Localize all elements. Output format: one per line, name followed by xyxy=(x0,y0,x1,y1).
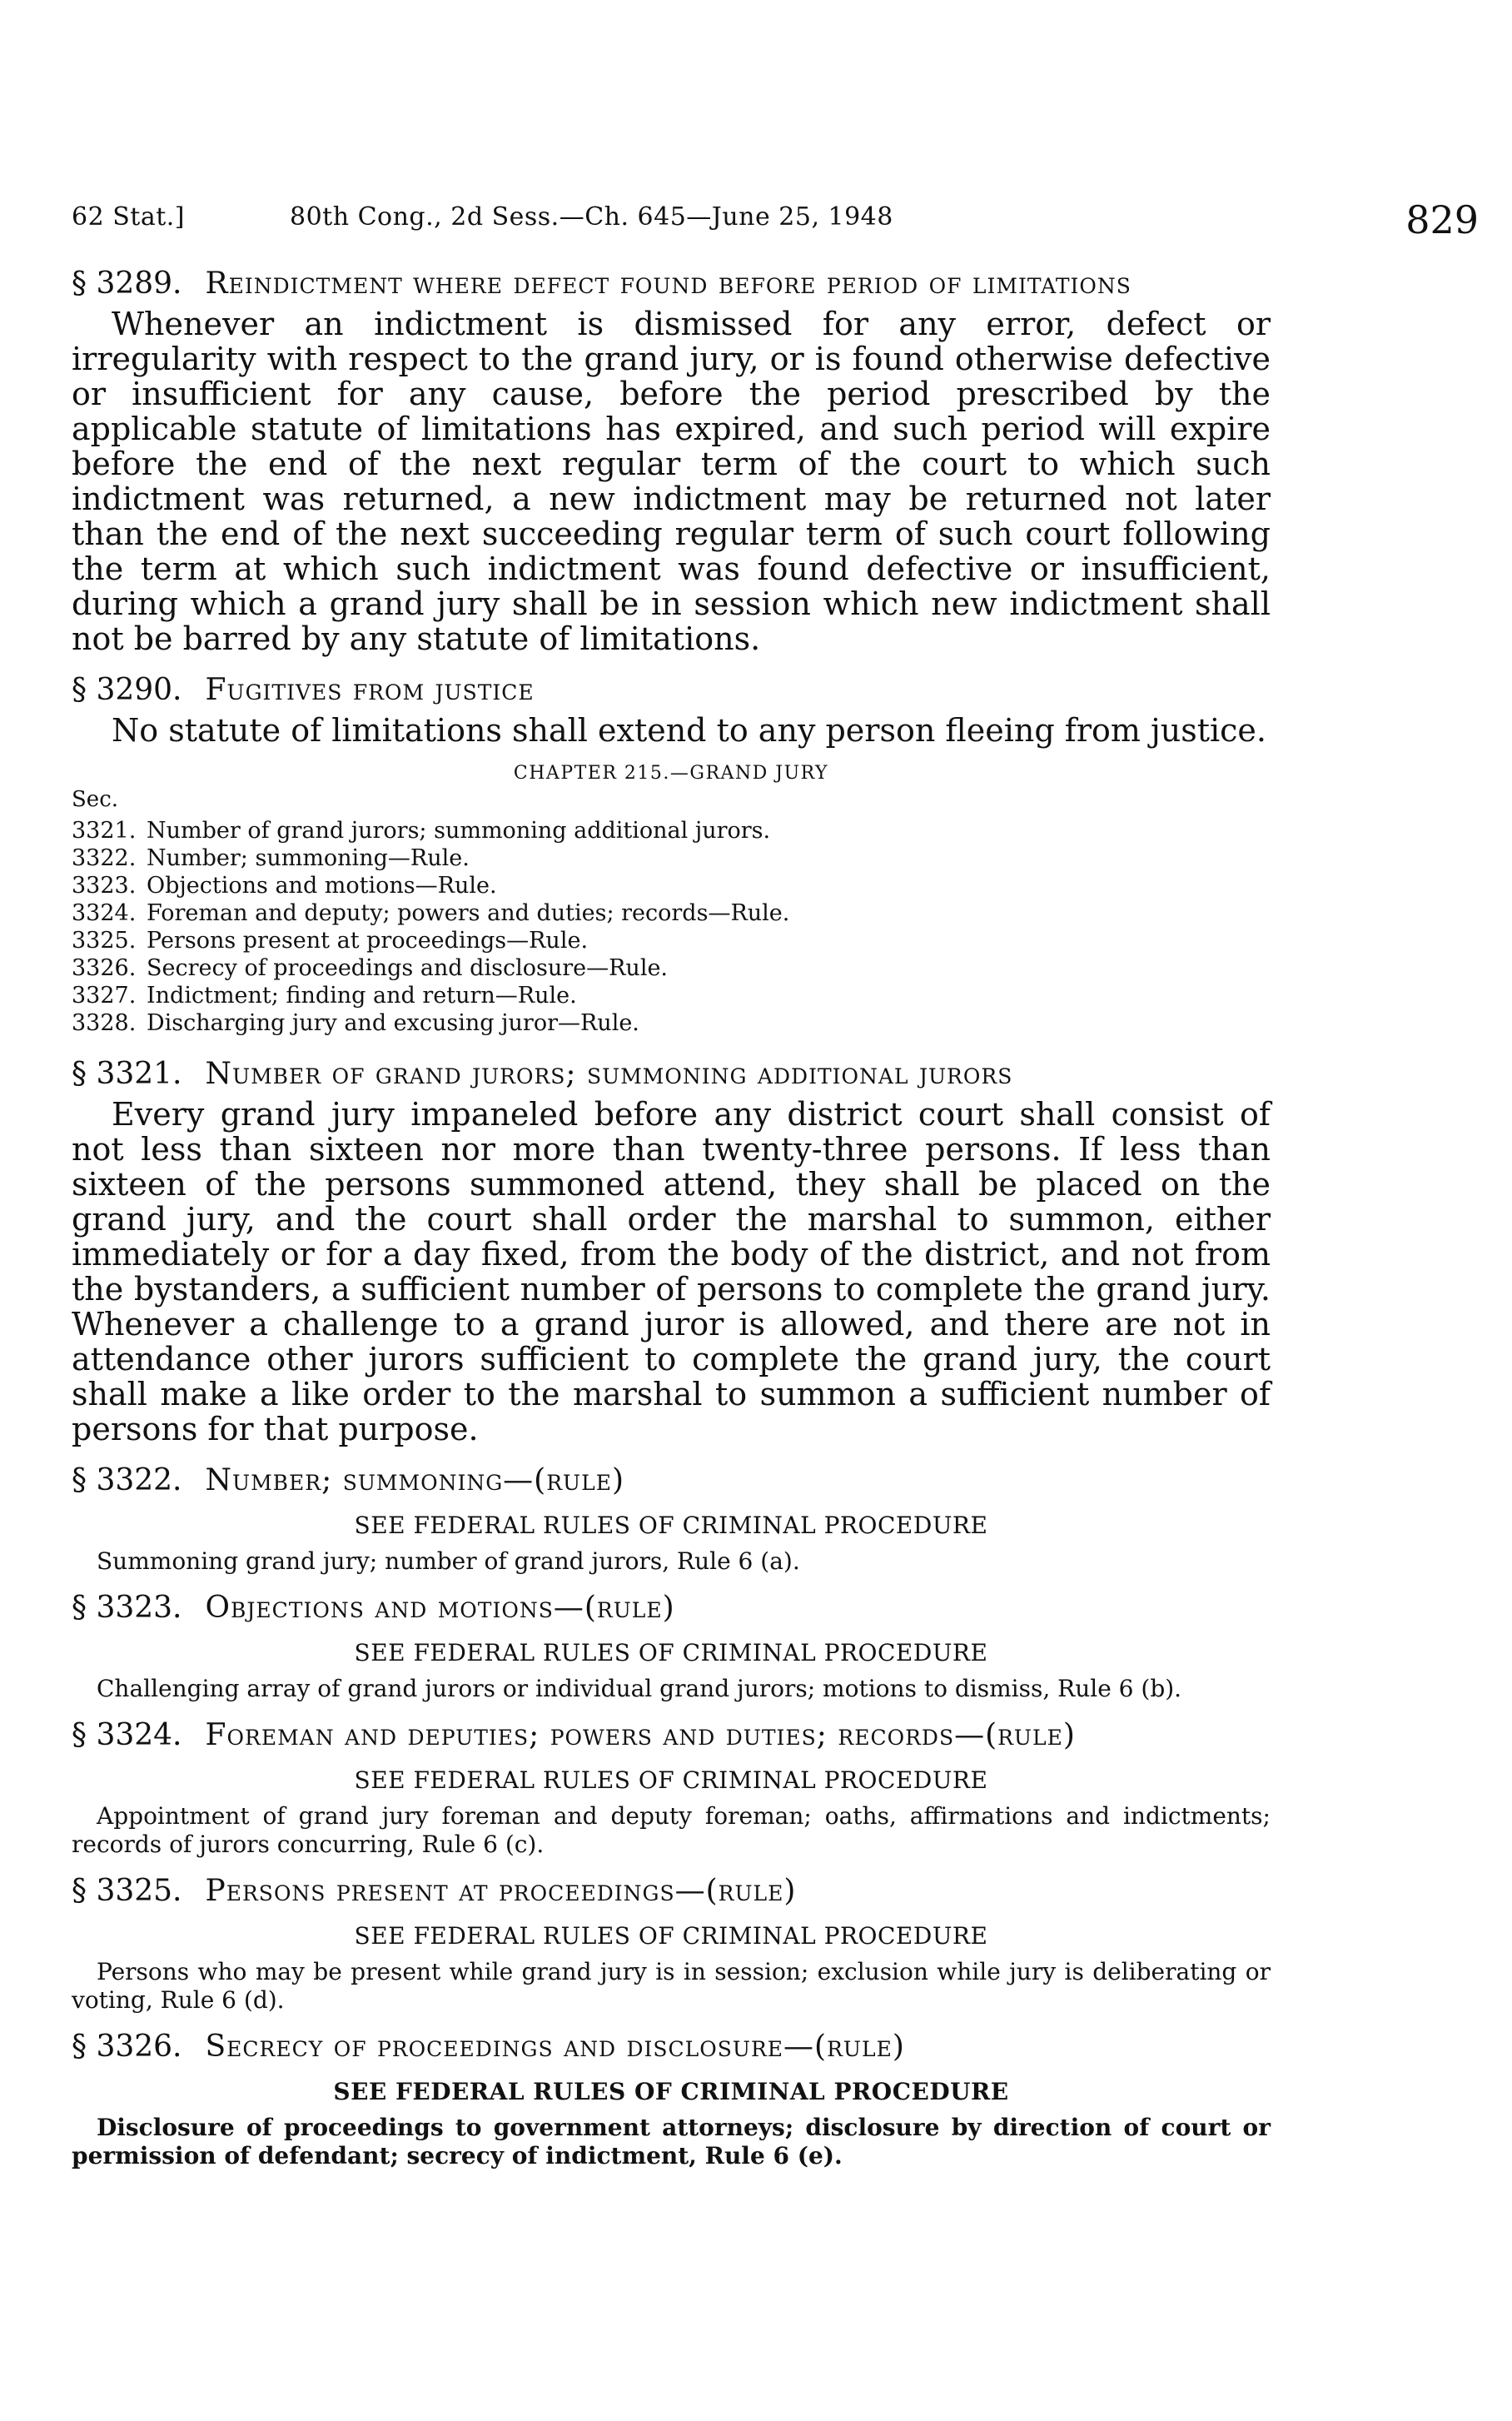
section-title: Objections and motions—(rule) xyxy=(205,1591,675,1625)
toc-item-number: 3321. xyxy=(72,818,137,844)
rule-reference-text: Summoning grand jury; number of grand jurors, Rule 6 (a). xyxy=(97,1547,800,1575)
section-heading-3324 xyxy=(72,1716,1271,1755)
toc-item xyxy=(72,954,1271,982)
rule-reference-text: Persons who may be present while grand jury is in session; exclusion while jury is deliberating or voting, Rule 6 (d). xyxy=(72,1958,1271,2014)
section-title: Reindictment where defect found before period of limitations xyxy=(205,267,1132,301)
toc-item xyxy=(72,899,1271,927)
rule-reference-text: Disclosure of proceedings to government attorneys; disclosure by direction of court or permission of defendant; secrecy of indictment, Rule 6 (e). xyxy=(72,2114,1271,2169)
section-text-3289: Whenever an indictment is dismissed for any error, defect or irregularity with respect to the grand jury, or is found otherwise defective or insufficient for any cause, before the period prescribed by the applicable statute of limitations has expired, and such period will expire before the end of the next regular term of the court to which such indictment was returned, a new indictment may be returned not later than the end of the next succeeding regular term of such court following the term at which such indictment was found defective or insufficient, during which a grand jury shall be in session which new indictment shall not be barred by any statute of limitations. xyxy=(72,306,1271,657)
toc-item-text: Indictment; finding and return—Rule. xyxy=(147,983,577,1009)
chapter-title: CHAPTER 215.—GRAND JURY xyxy=(513,763,829,784)
section-title: Secrecy of proceedings and disclosure—(rule) xyxy=(205,2030,905,2064)
session-line: 80th Cong., 2d Sess.—Ch. 645—June 25, 1948 xyxy=(290,202,893,232)
section-heading-3326 xyxy=(72,2028,1271,2066)
toc-item-number: 3322. xyxy=(72,845,137,871)
toc-item xyxy=(72,1009,1271,1037)
section-heading-3322 xyxy=(72,1462,1271,1500)
toc-item-number: 3327. xyxy=(72,983,137,1009)
page-number: 829 xyxy=(1405,197,1479,242)
toc-item-text: Foreman and deputy; powers and duties; records—Rule. xyxy=(147,900,790,926)
toc-item-text: Objections and motions—Rule. xyxy=(147,873,497,899)
section-number: § 3289. xyxy=(72,267,182,301)
section-number: § 3324. xyxy=(72,1718,182,1752)
section-number: § 3290. xyxy=(72,673,182,707)
toc-item-number: 3324. xyxy=(72,900,137,926)
rule-reference-heading: SEE FEDERAL RULES OF CRIMINAL PROCEDURE xyxy=(354,1922,988,1950)
rule-reference-text: Appointment of grand jury foreman and deputy foreman; oaths, affirmations and indictments; records of jurors concurring, Rule 6 (c). xyxy=(72,1802,1271,1858)
section-title: Number of grand jurors; summoning additional jurors xyxy=(205,1057,1013,1091)
toc-item-number: 3325. xyxy=(72,928,137,954)
section-text-3321: Every grand jury impaneled before any district court shall consist of not less than sixteen nor more than twenty-three persons. If less than sixteen of the persons summoned attend, they shall be placed on the grand jury, and the court shall order the marshal to summon, either immediately or for a day fixed, from the body of the district, and not from the bystanders, a sufficient number of persons to complete the grand jury. Whenever a challenge to a grand juror is allowed, and there are not in attendance other jurors sufficient to complete the grand jury, the court shall make a like order to the marshal to summon a sufficient number of persons for that purpose. xyxy=(72,1096,1271,1447)
toc-item-number: 3326. xyxy=(72,955,137,981)
rule-reference-heading: SEE FEDERAL RULES OF CRIMINAL PROCEDURE xyxy=(354,1512,988,1539)
toc-item xyxy=(72,817,1271,844)
toc-sec-label: Sec. xyxy=(72,787,119,812)
toc-item xyxy=(72,844,1271,872)
toc-item-text: Discharging jury and excusing juror—Rule. xyxy=(147,1010,639,1036)
section-title: Foreman and deputies; powers and duties; records—(rule) xyxy=(205,1718,1076,1752)
section-number: § 3326. xyxy=(72,2030,182,2064)
section-title: Fugitives from justice xyxy=(205,673,535,707)
section-heading-3289 xyxy=(72,265,1271,303)
section-number: § 3321. xyxy=(72,1057,182,1091)
section-number: § 3322. xyxy=(72,1463,182,1497)
section-number: § 3325. xyxy=(72,1874,182,1908)
section-heading-3321 xyxy=(72,1055,1271,1093)
page-content xyxy=(72,265,1271,2184)
toc-item-number: 3328. xyxy=(72,1010,137,1036)
toc-item-text: Persons present at proceedings—Rule. xyxy=(147,928,589,954)
section-title: Persons present at proceedings—(rule) xyxy=(205,1874,797,1908)
statute-page xyxy=(72,0,1479,2421)
toc-item xyxy=(72,927,1271,954)
stat-reference: 62 Stat.] xyxy=(72,202,185,232)
rule-reference-heading: SEE FEDERAL RULES OF CRIMINAL PROCEDURE xyxy=(354,1639,988,1666)
rule-reference-text: Challenging array of grand jurors or individual grand jurors; motions to dismiss, Rule 6 (b). xyxy=(97,1675,1182,1702)
toc-item-text: Secrecy of proceedings and disclosure—Rule. xyxy=(147,955,669,981)
toc-item-text: Number of grand jurors; summoning additional jurors. xyxy=(147,818,771,844)
section-heading-3325 xyxy=(72,1872,1271,1910)
section-heading-3290 xyxy=(72,671,1271,710)
section-title: Number; summoning—(rule) xyxy=(205,1463,625,1497)
chapter-toc xyxy=(72,817,1271,1037)
toc-item xyxy=(72,982,1271,1009)
rule-reference-heading: SEE FEDERAL RULES OF CRIMINAL PROCEDURE xyxy=(354,1766,988,1794)
rule-reference-heading: SEE FEDERAL RULES OF CRIMINAL PROCEDURE xyxy=(333,2078,1009,2105)
section-number: § 3323. xyxy=(72,1591,182,1625)
toc-item-text: Number; summoning—Rule. xyxy=(147,845,470,871)
page-header xyxy=(72,197,1479,244)
section-text-3290: No statute of limitations shall extend to any person fleeing from justice. xyxy=(112,712,1266,749)
toc-item xyxy=(72,872,1271,899)
section-heading-3323 xyxy=(72,1589,1271,1627)
toc-item-number: 3323. xyxy=(72,873,137,899)
